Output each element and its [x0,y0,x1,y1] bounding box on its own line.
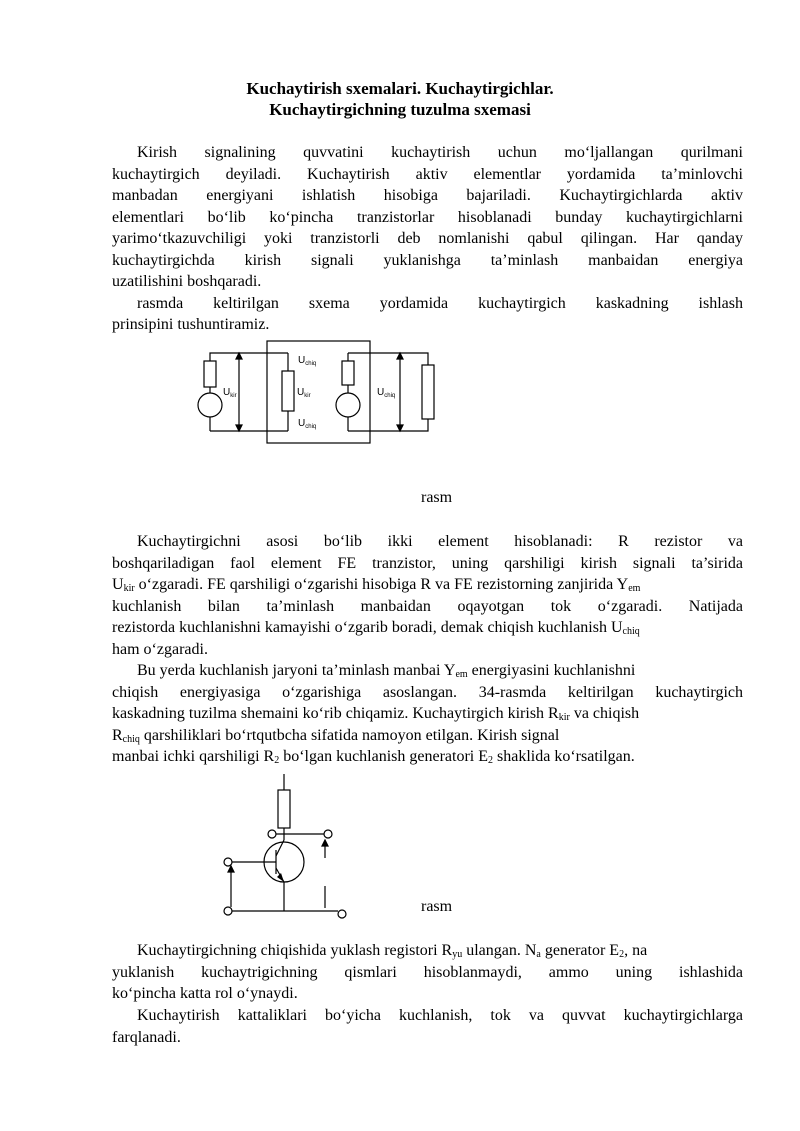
label-u-chiq-bottom: $U_{chiq}$ [298,418,317,430]
text-line: manbai ichki qarshiligi $R_2$ bo‘lgan kuchlanish generatori $E_2$ shaklida ko‘rsatilgan. [112,748,635,766]
text-line: Kuchaytirish kattaliklari bo‘yicha kuchlanish, tok va quvvat kuchaytirgichlarga [137,1007,743,1024]
paragraph-6 [112,1005,743,1048]
text-line: boshqariladigan faol element FE tranzistor, uning qarshiligi kirish signali ta’sirida [112,554,743,572]
circuit-diagram-1 [190,335,450,450]
text-line: rasmda keltirilgan sxema yordamida kuchaytirgich kaskadning ishlash [137,294,743,312]
text-line: rezistorda kuchlanishni kamayishi o‘zgarib boradi, demak chiqish kuchlanish $U_{chiq}$ [112,619,640,637]
text-line: Kuchaytirgichning chiqishida yuklash registori $R_{yu}$ ulangan. $N_a$ generator $E_2$, na [137,942,648,960]
text-line: yarimo‘tkazuvchiligi yoki tranzistorli deb nomlanishi qabul qilingan. Har qanday [112,230,743,247]
page-title [57,78,743,120]
paragraph-5 [112,940,743,1005]
text-line: Kuchaytirgichni asosi bo‘lib ikki element hisoblanadi: R rezistor va [137,533,743,550]
paragraph-1 [112,142,743,336]
text-line: elementlari bo‘lib ko‘pincha tranzistorlar hisoblanadi bunday kuchaytirgichlarni [112,208,743,226]
title-line-1: Kuchaytirish sxemalari. Kuchaytirgichlar. [246,79,554,98]
text-line: kuchaytirgichda kirish signali yuklanishga ta’minlash manbaidan energiya [112,251,743,269]
text-line: kaskadning tuzilma shemaini ko‘rib chiqamiz. Kuchaytirgich kirish $R_{kir}$ va chiqish [112,705,640,723]
text-line: kuchaytirgich deyiladi. Kuchaytirish aktiv elementlar yordamida ta’minlovchi [112,165,743,183]
paragraph-4 [112,660,743,768]
label-u-chiq-top: $U_{chiq}$ [298,355,317,367]
text-line: ham o‘zgaradi. [112,640,208,658]
transistor-circuit-diagram [218,774,358,920]
label-u-kir-mid: $U_{kir}$ [297,387,311,399]
text-line: ko‘pincha katta rol o‘ynaydi. [112,985,298,1002]
text-line: Kirish signalining quvvatini kuchaytirish uchun mo‘ljallangan qurilmani [137,144,743,161]
text-line: yuklanish kuchaytrigichning qismlari hisoblanmaydi, ammo uning ishlashida [112,963,743,981]
paragraph-3 [112,531,743,660]
label-u-kir-left: $U_{kir}$ [223,387,237,399]
text-line: farqlanadi. [112,1028,181,1046]
text-line: manbadan energiyani ishlatish hisobiga bajariladi. Kuchaytirgichlarda aktiv [112,187,743,204]
text-line: prinsipini tushuntiramiz. [112,316,270,333]
text-line: Bu yerda kuchlanish jaryoni ta’minlash manbai $Y_{em}$ energiyasini kuchlanishni [137,662,636,680]
text-line: kuchlanish bilan ta’minlash manbaidan oqayotgan tok o‘zgaradi. Natijada [112,597,743,615]
figure-1-caption: rasm [421,489,453,506]
figure-2-caption: rasm [421,898,453,915]
text-line: $R_{chiq}$ qarshiliklari bo‘rtqutbcha sifatida namoyon etilgan. Kirish signal [112,726,560,745]
title-line-2: Kuchaytirgichning tuzulma sxemasi [269,100,531,119]
label-u-chiq-right: $U_{chiq}$ [377,387,396,399]
text-line: uzatilishini boshqaradi. [112,273,262,290]
text-line: chiqish energiyasiga o‘zgarishiga asoslangan. 34-rasmda keltirilgan kuchaytirgich [112,683,743,701]
text-line: $U_{kir}$ o‘zgaradi. FE qarshiligi o‘zgarishi hisobiga R va FE rezistorning zanjirida $Y_{em}$ [112,576,641,594]
